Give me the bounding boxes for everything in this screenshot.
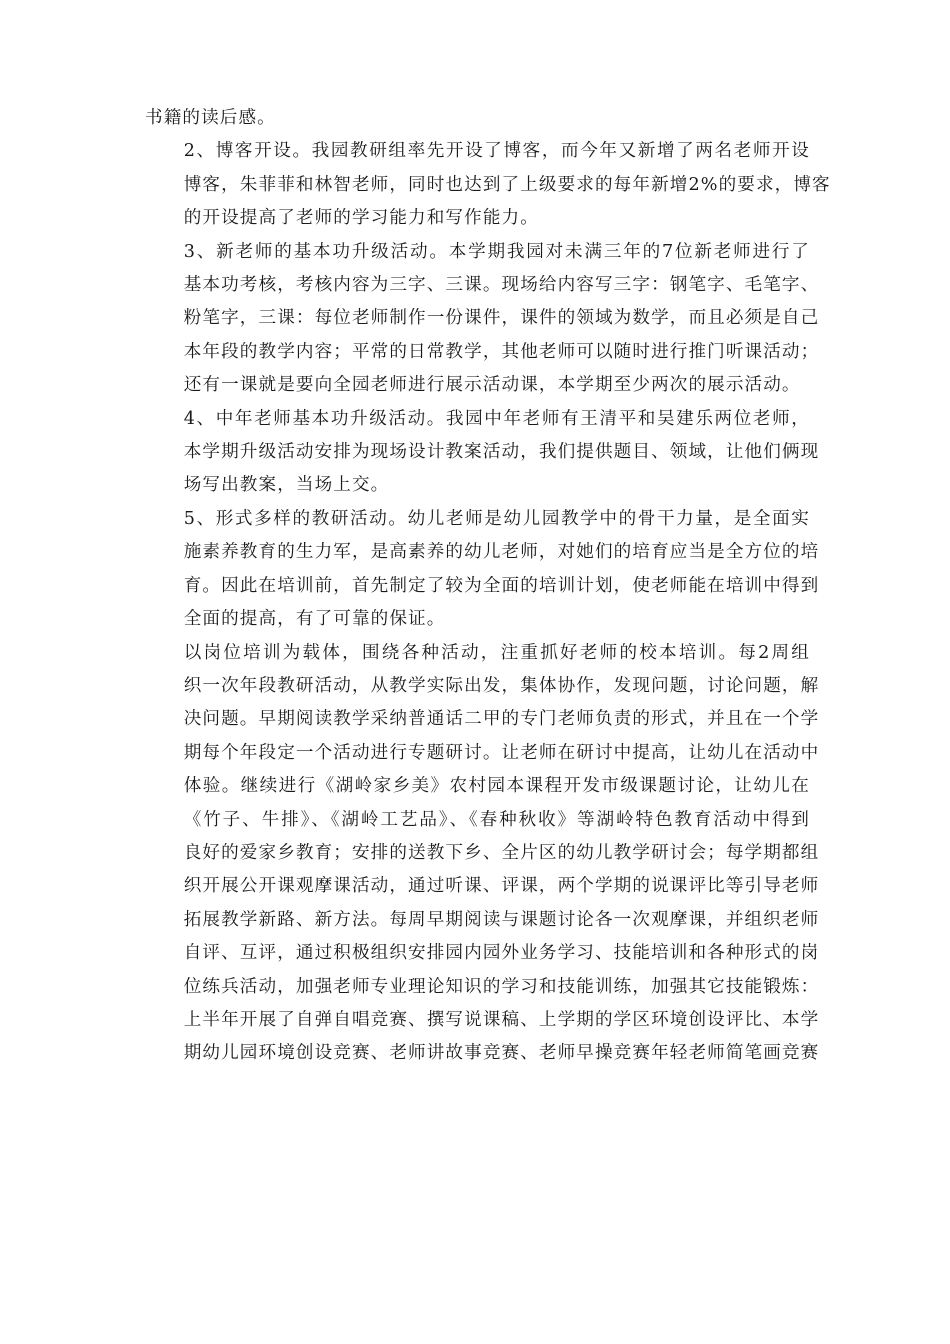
text-line: 《竹子、牛排》、《湖岭工艺品》、《春种秋收》等湖岭特色教育活动中得到: [183, 809, 810, 830]
text-line: 全面的提高，有了可靠的保证。: [183, 609, 446, 630]
text-line: 织开展公开课观摩课活动，通过听课、评课，两个学期的说课评比等引导老师: [183, 876, 820, 897]
paragraph: [145, 503, 820, 637]
text-line: 3、新老师的基本功升级活动。本学期我园对未满三年的7位新老师进行了: [183, 241, 810, 262]
text-line: 织一次年段教研活动，从教学实际出发，集体协作，发现问题，讨论问题，解: [183, 675, 820, 696]
text-line: 期每个年段定一个活动进行专题研讨。让老师在研讨中提高，让幼儿在活动中: [183, 742, 820, 763]
text-line: 粉笔字，三课：每位老师制作一份课件，课件的领域为数学，而且必须是自己: [183, 308, 820, 329]
text-line: 以岗位培训为载体，围绕各种活动，注重抓好老师的校本培训。每2周组: [183, 642, 810, 663]
text-line: 本学期升级活动安排为现场设计教案活动，我们提供题目、领域，让他们俩现: [183, 442, 820, 463]
document-body: [145, 102, 831, 1071]
text-line: 还有一课就是要向全园老师进行展示活动课，本学期至少两次的展示活动。: [183, 375, 801, 396]
text-line: 育。因此在培训前，首先制定了较为全面的培训计划，使老师能在培训中得到: [183, 575, 820, 596]
text-line: 书籍的读后感。: [145, 108, 276, 128]
text-line: 良好的爱家乡教育；安排的送教下乡、全片区的幼儿教学研讨会；每学期都组: [183, 842, 820, 863]
text-line: 基本功考核，考核内容为三字、三课。现场给内容写三字：钢笔字、毛笔字、: [183, 275, 820, 296]
paragraph: [145, 135, 831, 235]
text-line: 上半年开展了自弹自唱竞赛、撰写说课稿、上学期的学区环境创设评比、本学: [183, 1009, 820, 1030]
paragraph: [145, 403, 820, 503]
text-line: 位练兵活动，加强老师专业理论知识的学习和技能训练，加强其它技能锻炼：: [183, 976, 820, 997]
text-line: 自评、互评，通过积极组织安排园内园外业务学习、技能培训和各种形式的岗: [183, 943, 820, 964]
text-line: 拓展教学新路、新方法。每周早期阅读与课题讨论各一次观摩课，并组织老师: [183, 909, 820, 930]
paragraph: [145, 637, 820, 1071]
text-line: 的开设提高了老师的学习能力和写作能力。: [183, 208, 539, 229]
text-line: 5、形式多样的教研活动。幼儿老师是幼儿园教学中的骨干力量，是全面实: [183, 508, 810, 529]
text-line: 4、中年老师基本功升级活动。我园中年老师有王清平和吴建乐两位老师，: [183, 408, 810, 429]
text-line: 施素养教育的生力军，是高素养的幼儿老师，对她们的培育应当是全方位的培: [183, 542, 820, 563]
text-line: 体验。继续进行《湖岭家乡美》农村园本课程开发市级课题讨论，让幼儿在: [183, 776, 810, 797]
text-line: 决问题。早期阅读教学采纳普通话二甲的专门老师负责的形式，并且在一个学: [183, 709, 820, 730]
text-line: 本年段的教学内容；平常的日常教学，其他老师可以随时进行推门听课活动；: [183, 341, 820, 362]
text-line: 期幼儿园环境创设竞赛、老师讲故事竞赛、老师早操竞赛年轻老师简笔画竞赛: [183, 1043, 820, 1064]
text-line: 博客，朱菲菲和林智老师，同时也达到了上级要求的每年新增2%的要求，博客: [183, 174, 831, 195]
text-line: 2、博客开设。我园教研组率先开设了博客，而今年又新增了两名老师开设: [183, 141, 810, 162]
paragraph: [145, 236, 820, 403]
text-line: 场写出教案，当场上交。: [183, 475, 390, 496]
paragraph: [145, 102, 810, 135]
